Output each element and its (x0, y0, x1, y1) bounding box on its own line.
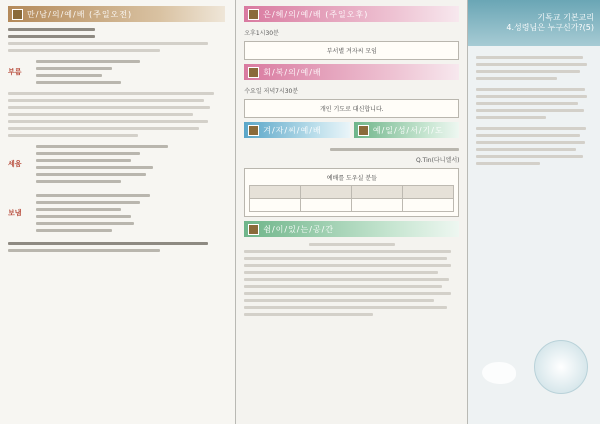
confession-text (8, 92, 225, 137)
afternoon-time: 오후1시30분 (244, 30, 279, 37)
middle-panel (236, 0, 467, 424)
rest-space-text (244, 243, 459, 316)
mustard-service-header (244, 122, 350, 138)
header-square-icon (248, 9, 259, 20)
helpers-table (249, 185, 454, 212)
doctrine-notes (468, 46, 600, 175)
left-panel (0, 0, 235, 424)
header-square-icon (12, 9, 23, 20)
morning-service-header (8, 6, 225, 22)
daily-prayer-header (354, 122, 460, 138)
restoration-time: 수요일 저녁7시30분 (244, 88, 299, 95)
section-call (8, 56, 225, 88)
dove-icon (482, 362, 516, 384)
decorative-circle-icon (534, 340, 588, 394)
footer-notice (8, 242, 225, 252)
header-square-icon (248, 125, 259, 136)
morning-service-title: 만/남/의/예/배 (주일오전) (27, 9, 133, 19)
helpers-table-box (244, 168, 459, 217)
restoration-service-title: 회/복/의/예/배 (263, 67, 322, 77)
mustard-service-title: 겨/자/씨/예/배 (263, 125, 322, 135)
doctrine-subtitle: 4.성령님은 누구신가?(5) (506, 23, 594, 32)
restoration-event: 개인 기도로 대신합니다. (320, 106, 384, 113)
afternoon-service-header (244, 6, 459, 22)
header-square-icon (248, 224, 259, 235)
section-label-stand: 세움 (8, 160, 22, 168)
right-panel (468, 0, 600, 424)
header-square-icon (358, 125, 369, 136)
daily-prayer-title: 예/일/성/서/기/도 (372, 125, 444, 135)
rest-space-title: 쉼/이/있/는/공/간 (263, 224, 335, 234)
section-label-call: 부름 (8, 68, 22, 76)
doctrine-title: 기독교 기본교리 (537, 13, 594, 22)
restoration-event-box (244, 99, 459, 118)
daily-prayer-reading: Q.Tin(다니엘서) (416, 157, 460, 164)
restoration-service-header (244, 64, 459, 80)
rest-space-header (244, 221, 459, 237)
helpers-table-title: 예배를 도우실 분들 (326, 175, 377, 182)
service-times (8, 28, 225, 38)
afternoon-service-title: 은/혜/의/예/배 (주일오후) (263, 9, 369, 19)
doctrine-banner (468, 0, 600, 46)
section-label-send: 보냄 (8, 209, 22, 217)
split-headers (244, 122, 459, 144)
section-send (8, 190, 225, 236)
afternoon-event-box (244, 41, 459, 60)
section-stand (8, 141, 225, 187)
afternoon-event: 부서별 겨자씨 모임 (326, 48, 377, 55)
header-square-icon (248, 67, 259, 78)
